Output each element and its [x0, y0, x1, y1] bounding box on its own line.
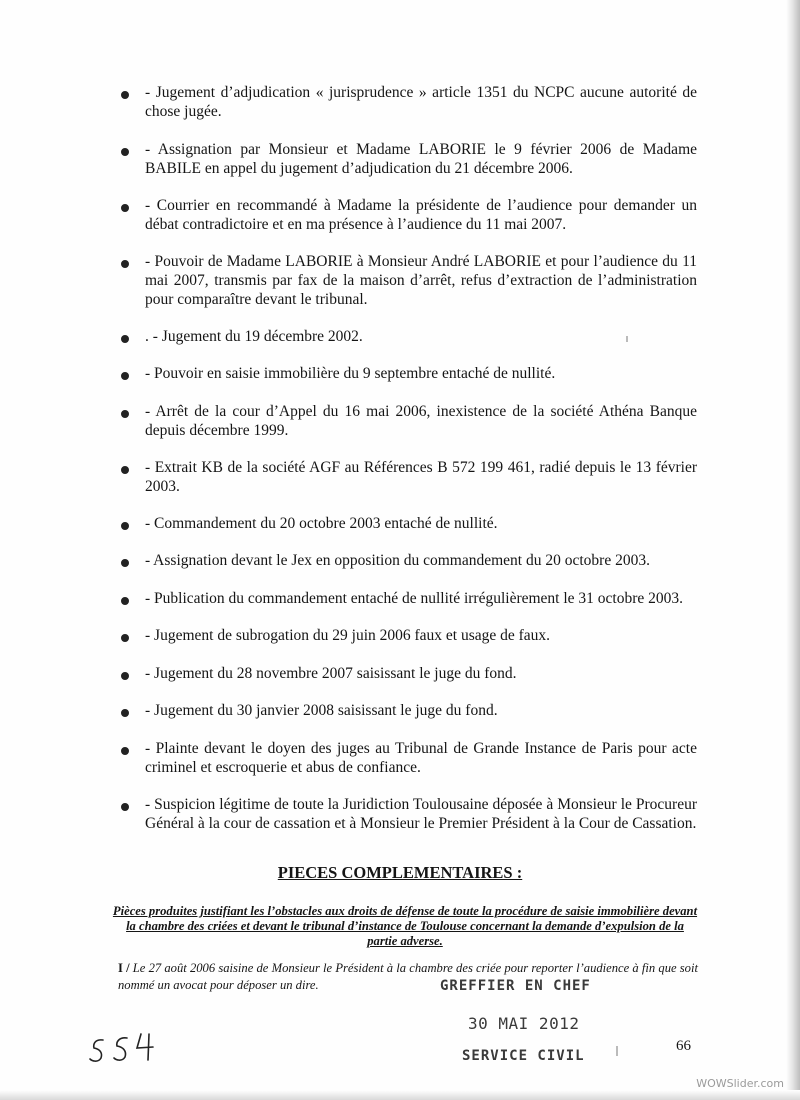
- scan-speck: [616, 1046, 618, 1056]
- bullet-dot: [121, 91, 129, 99]
- section-subtitle: Pièces produites justifiant les l’obstacles aux droits de défense de toute la procédure de saisie immobilière devant la chambre des criées et devant le tribunal d’instance de Toulouse concernant la demande d’expulsion de la partie adverse.: [112, 904, 698, 948]
- paragraph-text: Le 27 août 2006 saisine de Monsieur le Président à la chambre des criée pour reporter l’audience à fin que soit nommé un avocat pour déposer un dire.: [118, 961, 698, 992]
- scan-speck: [626, 336, 628, 342]
- bullet-dot: [121, 597, 129, 605]
- list-item: - Extrait KB de la société AGF au Références B 572 199 461, radié depuis le 13 février 2003.: [145, 459, 697, 495]
- list-item: - Jugement de subrogation du 29 juin 2006 faux et usage de faux.: [145, 627, 551, 644]
- scan-edge-shadow: [786, 0, 800, 1100]
- bullet-dot: [121, 204, 129, 212]
- list-item: - Publication du commandement entaché de nullité irrégulièrement le 31 octobre 2003.: [145, 590, 684, 607]
- list-item: - Plainte devant le doyen des juges au Tribunal de Grande Instance de Paris pour acte criminel et escroquerie et abus de confiance.: [145, 740, 697, 776]
- list-item: - Arrêt de la cour d’Appel du 16 mai 2006, inexistence de la société Athéna Banque depuis décembre 1999.: [145, 403, 697, 439]
- watermark: WOWSlider.com: [696, 1077, 784, 1090]
- paragraph: [118, 960, 698, 994]
- list-item: - Suspicion légitime de toute la Juridiction Toulousaine déposée à Monsieur le Procureur Général à la cour de cassation et à Monsieur le Premier Président à la Cour de Cassation.: [145, 796, 697, 832]
- list-item: - Jugement du 30 janvier 2008 saisissant le juge du fond.: [145, 702, 498, 719]
- stamp-service: SERVICE CIVIL: [462, 1048, 585, 1064]
- list-item: - Pouvoir en saisie immobilière du 9 septembre entaché de nullité.: [145, 365, 556, 382]
- list-item: - Courrier en recommandé à Madame la présidente de l’audience pour demander un débat contradictoire et en ma présence à l’audience du 11 mai 2007.: [145, 197, 697, 233]
- bullet-dot: [121, 372, 129, 380]
- handwritten-number: [85, 1028, 165, 1068]
- bullet-dot: [121, 410, 129, 418]
- list-item: - Assignation par Monsieur et Madame LABORIE le 9 février 2006 de Madame BABILE en appel du jugement d’adjudication du 21 décembre 2006.: [145, 141, 697, 177]
- bullet-dot: [121, 260, 129, 268]
- bullet-dot: [121, 522, 129, 530]
- stamp-greffier: GREFFIER EN CHEF: [440, 978, 591, 994]
- bullet-dot: [121, 634, 129, 642]
- bullet-dot: [121, 466, 129, 474]
- list-item: - Pouvoir de Madame LABORIE à Monsieur André LABORIE et pour l’audience du 11 mai 2007, transmis par fax de la maison d’arrêt, refus d’extraction de l’administration pour comparaître devant le tribunal.: [145, 253, 697, 308]
- stamp-date: 30 MAI 2012: [468, 1014, 580, 1033]
- bullet-dot: [121, 559, 129, 567]
- paragraph-lead: I /: [118, 961, 130, 975]
- section-title: PIECES COMPLEMENTAIRES :: [277, 863, 523, 882]
- bullet-dot: [121, 672, 129, 680]
- list-item: - Jugement du 28 novembre 2007 saisissant le juge du fond.: [145, 665, 517, 682]
- list-item: - Assignation devant le Jex en opposition du commandement du 20 octobre 2003.: [145, 552, 650, 569]
- list-item: . - Jugement du 19 décembre 2002.: [145, 328, 363, 345]
- page-number: 66: [676, 1038, 691, 1054]
- bullet-dot: [121, 709, 129, 717]
- list-item: - Jugement d’adjudication « jurisprudence » article 1351 du NCPC aucune autorité de chose jugée.: [145, 84, 697, 120]
- bullet-dot: [121, 148, 129, 156]
- bullet-dot: [121, 747, 129, 755]
- scan-bottom-shadow: [0, 1090, 800, 1100]
- bullet-dot: [121, 803, 129, 811]
- bullet-dot: [121, 335, 129, 343]
- list-item: - Commandement du 20 octobre 2003 entaché de nullité.: [145, 515, 498, 532]
